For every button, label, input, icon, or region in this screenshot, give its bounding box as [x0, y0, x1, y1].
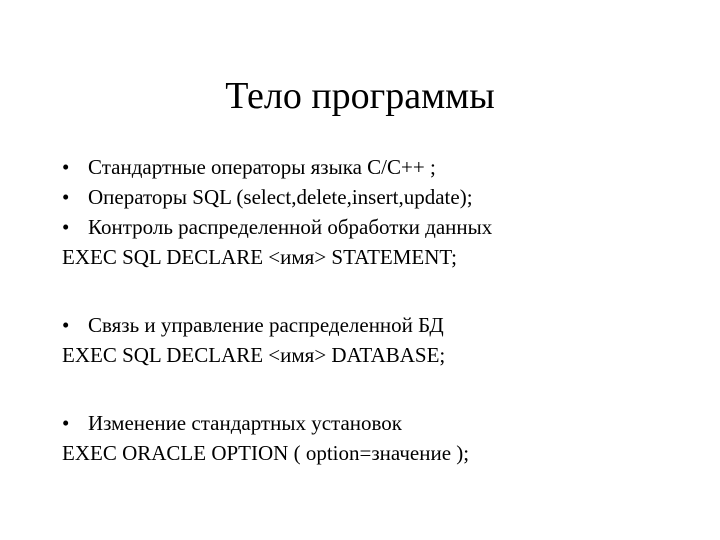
slide-body	[62, 152, 702, 468]
bullet-item-settings-change	[62, 408, 702, 438]
slide-title: Тело программы	[225, 75, 495, 117]
bullet-icon: •	[62, 313, 70, 337]
bullet-icon: •	[62, 215, 70, 239]
bullet-item-sql-operators	[62, 182, 702, 212]
bullet-text: Контроль распределенной обработки данных	[88, 215, 493, 239]
spacer	[62, 370, 702, 408]
bullet-icon: •	[62, 411, 70, 435]
code-line-database: EXEC SQL DECLARE <имя> DATABASE;	[62, 343, 446, 367]
bullet-item-distributed-control	[62, 212, 702, 242]
bullet-text: Изменение стандартных установок	[88, 411, 402, 435]
bullet-icon: •	[62, 155, 70, 179]
spacer	[62, 272, 702, 310]
code-line-statement: EXEC SQL DECLARE <имя> STATEMENT;	[62, 245, 457, 269]
bullet-item-distributed-db	[62, 310, 702, 340]
bullet-text: Связь и управление распределенной БД	[88, 313, 444, 337]
bullet-text: Стандартные операторы языка C/C++ ;	[88, 155, 436, 179]
code-line-option: EXEC ORACLE OPTION ( option=значение );	[62, 441, 470, 465]
bullet-item-standard-operators	[62, 152, 702, 182]
bullet-icon: •	[62, 185, 70, 209]
bullet-text: Операторы SQL (select,delete,insert,update);	[88, 185, 473, 209]
